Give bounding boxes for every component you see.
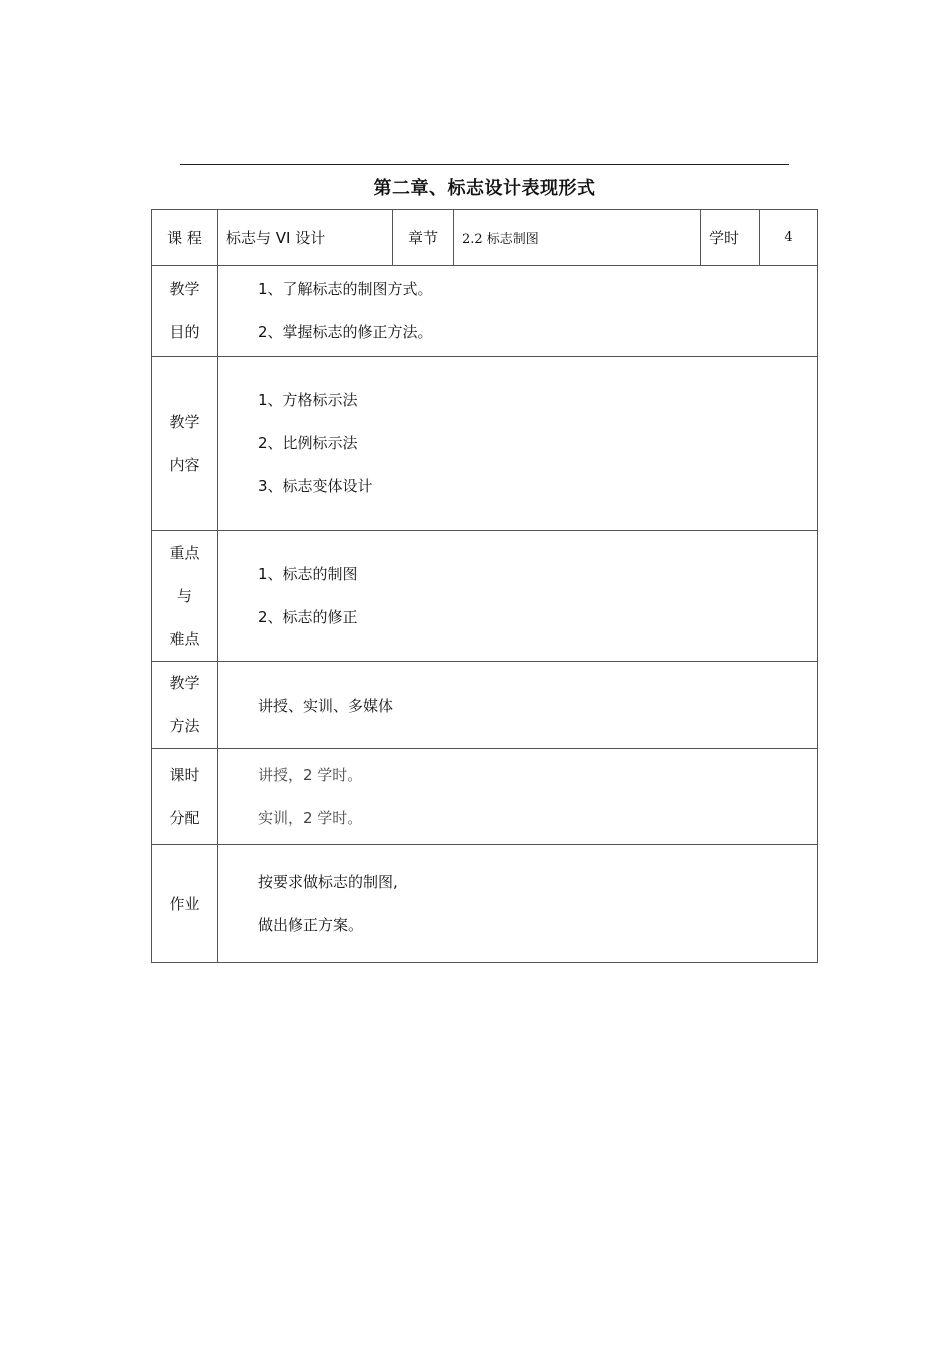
homework-row [152, 845, 818, 963]
content-label-line-2: 内容 [169, 455, 200, 474]
header-row [152, 210, 818, 266]
key-points-label-line-1: 重点 [169, 543, 200, 562]
key-points-items [218, 531, 818, 662]
key-point-item: 2、标志的修正 [258, 608, 358, 626]
key-points-row [152, 531, 818, 662]
course-label: 课 程 [152, 210, 218, 266]
key-points-label [152, 531, 218, 662]
objective-item: 2、掌握标志的修正方法。 [258, 323, 433, 341]
homework-item: 做出修正方案。 [258, 915, 364, 934]
key-points-label-line-2: 与 [176, 586, 192, 605]
methods-text: 讲授、实训、多媒体 [218, 662, 818, 749]
homework-label: 作业 [152, 845, 218, 963]
content-items [218, 357, 818, 531]
hours-allocation-label [152, 749, 218, 845]
homework-items [218, 845, 818, 963]
lesson-plan-table [151, 209, 818, 963]
hours-value: 4 [760, 210, 818, 266]
content-row [152, 357, 818, 531]
objectives-content [218, 266, 818, 357]
hours-allocation-items [218, 749, 818, 845]
homework-item: 按要求做标志的制图, [258, 872, 398, 891]
content-item: 2、比例标示法 [258, 434, 358, 452]
objective-item: 1、了解标志的制图方式。 [258, 280, 433, 298]
hours-label: 学时 [701, 210, 760, 266]
chapter-label: 章节 [393, 210, 454, 266]
objectives-label-line-2: 目的 [169, 323, 200, 341]
methods-row [152, 662, 818, 749]
content-item: 1、方格标示法 [258, 391, 358, 409]
key-point-item: 1、标志的制图 [258, 565, 358, 583]
header-rule [180, 164, 789, 165]
page-title: 第二章、标志设计表现形式 [373, 178, 596, 199]
objectives-label-line-1: 教学 [169, 280, 200, 298]
course-value: 标志与 VI 设计 [218, 210, 393, 266]
key-points-label-line-3: 难点 [169, 629, 200, 648]
content-item: 3、标志变体设计 [258, 477, 373, 495]
hours-allocation-item: 实训，2 学时。 [258, 808, 363, 827]
methods-label-line-1: 教学 [169, 674, 200, 692]
content-label [152, 357, 218, 531]
hours-allocation-label-line-2: 分配 [169, 808, 200, 827]
hours-allocation-label-line-1: 课时 [169, 765, 200, 784]
objectives-label [152, 266, 218, 357]
methods-label-line-2: 方法 [169, 717, 200, 735]
chapter-value: 2.2 标志制图 [454, 210, 701, 266]
content-label-line-1: 教学 [169, 412, 200, 431]
hours-allocation-row [152, 749, 818, 845]
hours-allocation-item: 讲授，2 学时。 [258, 765, 363, 784]
methods-label [152, 662, 218, 749]
objectives-row [152, 266, 818, 357]
